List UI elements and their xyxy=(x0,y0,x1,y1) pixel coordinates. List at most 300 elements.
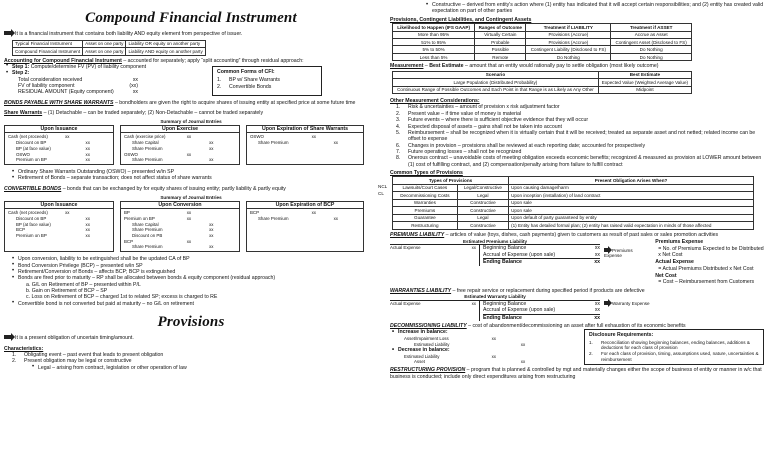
credit-amount: xx xyxy=(85,140,90,146)
sw-paragraph: Share Warrants – (1) Detachable – can be traded separately; (2) Non-Detachable – cannot be traded separately xyxy=(4,109,264,116)
sw-journal-entries xyxy=(4,125,378,165)
account-name: Share Premium xyxy=(258,140,289,146)
list-number: 4. xyxy=(396,123,401,130)
dl-paragraph: DECOMMISSIONING LIABILITY – cost of abandonment/decommissioning an asset after full exhaustion of its economic benefits xyxy=(390,323,686,330)
journal-line xyxy=(250,216,360,222)
list-number: 1. xyxy=(12,351,17,358)
account-entry: Beginning Balance xyxy=(483,301,527,308)
list-item xyxy=(396,130,764,143)
bullet-item: • Upon conversion, liability to be extinguished shall be the updated CA of BP xyxy=(10,256,378,262)
credit-amount: xx xyxy=(333,215,338,221)
pl-paragraph: PREMIUMS LIABILITY – articles of value (toys, dishes, cash payments) given to customers as result of past sales or sales promotion activities xyxy=(390,231,719,238)
list-number: 5. xyxy=(396,129,401,136)
sub-item: a. G/L on Retirement of BP – presented within P/L xyxy=(26,281,141,288)
list-text: Obligating event – past event that leads to present obligation xyxy=(24,351,164,358)
formula-line: Net Cost xyxy=(655,272,677,279)
debit-amount xyxy=(492,359,521,365)
table-row xyxy=(393,53,692,60)
section-title-cfi: Compound Financial Instrument xyxy=(85,10,297,26)
table-cell: Asset on one party xyxy=(83,48,126,55)
ewl-debit xyxy=(390,301,480,321)
table-cell: Constructive xyxy=(457,222,508,229)
table-header: Types of Provisions xyxy=(393,177,509,184)
table-row xyxy=(393,192,754,199)
journal-line xyxy=(250,140,360,146)
table-cell: Upon sale xyxy=(509,199,754,206)
debit-amount: xx xyxy=(65,210,70,216)
pcl-table xyxy=(392,23,692,61)
cb-last-bullet: • Convertible bond is not converted but paid at maturity – no G/L on retirement xyxy=(10,301,378,307)
disclosure-box: Disclosure Requirements: 1. Reconciliation showing beginning balances, ending balances, additions & deductions for each class of provision 2. For each class of provision, timing, assumptions used, nature, uncertainties & reimbursement xyxy=(584,329,764,365)
ctp-wrap xyxy=(378,176,764,229)
list-number: 2. xyxy=(396,110,401,117)
debit-amount: xx xyxy=(186,134,192,140)
journal-column xyxy=(246,201,364,253)
credit-amount: xx xyxy=(209,233,214,239)
table-row xyxy=(393,184,754,191)
journal-heading: Upon Expiration of BCP xyxy=(247,202,363,210)
table-header: Ranges of Outcome xyxy=(475,24,526,31)
wl-paragraph: WARRANTIES LIABILITY – free repair service or replacement during specified period if products are defective xyxy=(390,288,645,295)
credit-amount: xx xyxy=(85,227,90,233)
table-cell: 5% to 50% xyxy=(393,46,475,53)
table-cell: Legal xyxy=(457,192,508,199)
account-name: Estimated Liability xyxy=(404,353,440,359)
left-column xyxy=(4,0,378,466)
formula-line: = Actual Premiums Distributed x Net Cost xyxy=(658,265,754,272)
table-cell: Warranties xyxy=(393,199,458,206)
scenario-table xyxy=(392,71,692,94)
debit-amount: xx xyxy=(186,215,192,221)
table-row xyxy=(393,79,692,86)
journal-column xyxy=(120,201,240,253)
credit-amount: xx xyxy=(520,359,526,365)
credit-amount: xx xyxy=(209,244,214,250)
omc-title: Other Measurement Considerations: xyxy=(390,98,480,105)
bullet-item: • Ordinary Share Warrants Outstanding (OSWO) – presented w/in SP xyxy=(10,169,378,175)
journal-body xyxy=(121,133,239,164)
ctp-table xyxy=(392,176,754,229)
journal-column xyxy=(4,125,114,165)
account-name: Discount on PB xyxy=(132,233,163,239)
formula-line: Actual Expense xyxy=(655,259,694,266)
account-name: Premium on BP xyxy=(124,215,155,221)
list-text: Expected disposal of assets – gains shall not be taken into account xyxy=(408,123,562,130)
account-entry: Ending Balance xyxy=(483,259,522,266)
table-cell: Virtually Certain xyxy=(475,31,526,38)
table-cell: Accrue as Asset xyxy=(611,31,692,38)
table-cell: Midpoint xyxy=(598,86,691,93)
account-amount: xx xyxy=(594,251,600,258)
table-cell: Contingent Liability (Disclosed to FS) xyxy=(526,46,611,53)
table-header-row xyxy=(393,24,692,31)
debit-amount: xx xyxy=(186,151,192,157)
credit-amount: xx xyxy=(333,140,338,146)
list-text: Present value – if time value of money is material xyxy=(408,110,522,117)
pl-row xyxy=(390,239,764,286)
table-cell: Constructive xyxy=(457,199,508,206)
journal-line xyxy=(124,157,236,163)
computation-label: FV of liability component xyxy=(18,82,75,89)
characteristics-title: Characteristics: xyxy=(4,345,44,352)
table-row xyxy=(13,40,206,47)
debit-amount xyxy=(312,140,334,146)
table-cell: Do Nothing xyxy=(611,46,692,53)
arrow-icon xyxy=(4,31,12,35)
table-cell: Upon causing damage/harm xyxy=(509,184,754,191)
table-cell: More than 95% xyxy=(393,31,475,38)
list-item xyxy=(589,340,759,351)
list-number: 3. xyxy=(396,117,401,124)
account-name: OSWO xyxy=(16,151,30,157)
account-name: Cash (net proceeds) xyxy=(8,134,48,140)
list-text: Future events – where there is sufficient objective evidence that they will occur xyxy=(408,117,589,124)
credit-amount: xx xyxy=(209,227,214,233)
credit-amount: xx xyxy=(209,145,214,151)
account-amount: xx xyxy=(471,245,476,251)
journal-column xyxy=(120,125,240,165)
journal-line xyxy=(8,233,110,239)
bullet-item: • Bonds are fired prior to maturity – RP shall be allocated between bonds & equity component (residual approach) xyxy=(10,275,378,281)
list-number: 1. xyxy=(217,77,222,84)
table-cell: Large Population (Distributed Probability) xyxy=(393,79,599,86)
debit-amount xyxy=(187,244,209,250)
account-name: BP xyxy=(124,210,130,216)
computation-label: Total consideration received xyxy=(18,76,83,83)
account-name: Share Premium xyxy=(132,157,163,163)
table-cell: Provisions (Accrue) xyxy=(526,31,611,38)
computation-label: RESIDUAL AMOUNT (Equity component) xyxy=(18,89,114,96)
table-header-row xyxy=(393,177,754,184)
account-name: Share Premium xyxy=(132,227,163,233)
computation-line xyxy=(18,89,138,95)
debit-amount: xx xyxy=(491,353,496,359)
cfi-definition: It is a financial instrument that contains both liability AND equity element from perspective of issuer. xyxy=(4,31,378,37)
table-row xyxy=(393,214,754,221)
account-name: Discount on BP xyxy=(16,215,47,221)
sub-item: b. Gain on Retirement of BCP – SP xyxy=(26,287,108,294)
account-entry: Actual Expense xyxy=(390,301,421,307)
computation-value: xx xyxy=(132,76,138,83)
credit-amount: xx xyxy=(85,221,90,227)
account-name: OSWO xyxy=(124,151,138,157)
omc-list xyxy=(396,104,764,167)
table-cell: Upon sale xyxy=(509,207,754,214)
table-cell: Probable xyxy=(475,38,526,45)
ewl-credit xyxy=(480,301,600,321)
dl-entries: • Increase in balance: Asset/Impairment Loss xx Estimated Liability xx • Decrease in balance: Estimated Liability xx Asset xx xyxy=(390,329,550,365)
table-header-row xyxy=(393,71,692,78)
table-row xyxy=(393,31,692,38)
steps-list xyxy=(4,64,194,96)
bullet-item: • Bond Conversion Privilege (BCP) – presented w/in SP xyxy=(10,263,378,269)
table-cell: Legal xyxy=(457,214,508,221)
table-cell: Restructuring xyxy=(393,222,458,229)
epl-t-account: Estimated Premiums Liability Actual Expense xx Beginning Balance xx Accrual of Expense (upon sale) xx Ending Balance xx xyxy=(390,238,600,266)
sw-bullets xyxy=(10,169,378,182)
list-number: 2. xyxy=(217,83,222,90)
arrow-icon xyxy=(604,248,609,252)
characteristics-list xyxy=(12,352,378,365)
disclosure-list xyxy=(589,340,759,362)
list-number: 1. xyxy=(396,104,401,111)
cfi-forms-list xyxy=(217,77,317,90)
list-text: Convertible Bonds xyxy=(229,83,272,90)
cb-bullets xyxy=(10,256,378,281)
cl-label: CL xyxy=(378,191,384,197)
account-name: Discount on BP xyxy=(16,140,47,146)
debit-amount: xx xyxy=(186,210,192,216)
wl-row xyxy=(390,294,764,321)
arrow-icon xyxy=(604,301,609,305)
account-entry: Accrual of Expense (upon sale) xyxy=(483,251,556,258)
account-amount: xx xyxy=(594,301,600,308)
dl-row xyxy=(390,329,764,365)
rp-paragraph: RESTRUCTURING PROVISION – program that is planned & controlled by mgt and materially changes either the scope of business of entity or manner in w/c that business is conducted; include only direct expenditures arising from restructuring xyxy=(390,367,762,380)
account-name: BP (at face value) xyxy=(16,221,51,227)
table-row xyxy=(393,46,692,53)
account-amount: xx xyxy=(594,307,600,314)
table-cell: 51% to 95% xyxy=(393,38,475,45)
list-text: BP w/ Share Warrants xyxy=(229,77,281,84)
table-cell: Liability AND equity on another party xyxy=(126,48,205,55)
table-cell: Do Nothing xyxy=(611,53,692,60)
table-header: Treatment if ASSET xyxy=(611,24,692,31)
list-text: Risk & uncertainties – amount of provision x risk adjustment factor xyxy=(408,104,560,111)
list-text: Present obligation may be legal or constructive xyxy=(24,358,132,365)
sw-journal-title: Summary of Journal Entries xyxy=(160,119,222,125)
cb-journal-title: Summary of Journal Entries xyxy=(160,195,222,201)
epl-credit xyxy=(480,245,600,265)
table-row xyxy=(13,48,206,55)
journal-column xyxy=(4,201,114,253)
credit-amount: xx xyxy=(209,157,214,163)
credit-amount: xx xyxy=(85,157,90,163)
account-entry: Beginning Balance xyxy=(483,245,527,252)
table-cell: Continuous Range of Possible Outcomes and Each Point in that Range is as Likely as Any Other xyxy=(393,86,599,93)
provisions-definition: It is a present obligation of uncertain timing/amount. xyxy=(4,335,378,341)
account-name: Share Premium xyxy=(258,215,289,221)
account-amount: xx xyxy=(594,259,600,266)
list-text: Reimbursement – shall be recognized when it is virtually certain that it will be received; treated as separate asset and not netted; related income can be offset to expense xyxy=(408,129,756,143)
journal-line xyxy=(124,244,236,250)
journal-heading: Upon Expiration of Share Warrants xyxy=(247,126,363,134)
epl-debit xyxy=(390,245,480,265)
debit-amount xyxy=(65,157,85,163)
table-cell: Constructive xyxy=(457,207,508,214)
table-cell: Do Nothing xyxy=(526,53,611,60)
cb-sub-items xyxy=(26,282,378,301)
bpsw-paragraph: BONDS PAYABLE WITH SHARE WARRANTS – bondholders are given the right to acquire shares of issuing entity at specified price at some future time xyxy=(4,99,356,106)
account-name: OSWO xyxy=(250,134,264,140)
formula-line: = No. of Premiums Expected to be Distributed x Net Cost xyxy=(658,245,764,259)
journal-heading: Upon Exercise xyxy=(121,126,239,134)
table-cell: Expected Value (Weighted Average Value) xyxy=(598,79,691,86)
journal-line xyxy=(8,157,110,163)
table-cell: Premiums xyxy=(393,207,458,214)
credit-amount: xx xyxy=(209,140,214,146)
table-cell: Remote xyxy=(475,53,526,60)
account-name: Asset/Impairment Loss xyxy=(404,335,449,341)
sub-item: c. Loss on Retirement of BCP – charged 1st to related SP; excess is charged to RE xyxy=(26,294,218,301)
table-header: Treatment if LIABILITY xyxy=(526,24,611,31)
credit-amount: xx xyxy=(85,215,90,221)
list-number: 2. xyxy=(12,358,17,365)
table-cell: Liability OR equity on another party xyxy=(126,40,205,47)
table-cell: Lawsuits/Court Cases xyxy=(393,184,458,191)
debit-amount: xx xyxy=(311,134,316,140)
table-row xyxy=(393,199,754,206)
account-name: Estimated Liability xyxy=(414,341,450,347)
account-entry: Accrual of Expense (upon sale) xyxy=(483,307,556,314)
account-amount: xx xyxy=(594,314,600,321)
debit-amount: xx xyxy=(491,335,496,341)
residual-computation xyxy=(18,77,138,96)
cfi-forms-box: Common Forms of CFI: 1. BP w/ Share Warrants 2. Convertible Bonds xyxy=(212,66,322,96)
debit-amount xyxy=(187,157,209,163)
computation-value: (xx) xyxy=(129,82,138,89)
journal-line xyxy=(404,359,550,365)
right-column xyxy=(378,0,764,466)
account-name: BCP xyxy=(16,227,26,233)
list-text: Changes in provision – provisions shall be reviewed at each reporting date; accounted for prospectively xyxy=(408,142,646,149)
list-item xyxy=(217,84,317,90)
table-cell: Less than 5% xyxy=(393,53,475,60)
journal-body xyxy=(247,133,363,159)
credit-amount: xx xyxy=(85,151,90,157)
table-cell: Contingent Asset (Disclosed to FS) xyxy=(611,38,692,45)
list-item xyxy=(396,155,764,168)
section-title-provisions: Provisions xyxy=(157,313,225,330)
debit-amount: xx xyxy=(311,210,316,216)
table-cell: (1) Entity has detailed formal plan; (2) entity has raised valid expectation in minds of those affected xyxy=(509,222,754,229)
credit-amount: xx xyxy=(85,233,90,239)
table-header: Present Obligation Arises When? xyxy=(509,177,754,184)
list-number: 8. xyxy=(396,155,401,162)
step-1: • Step 1: Compute/determine FV (PV) of liability component xyxy=(4,64,194,70)
journal-heading: Upon Issuance xyxy=(5,126,113,134)
table-cell: Possible xyxy=(475,46,526,53)
list-text: Onerous contract – unavoidable costs of meeting obligation exceeds economic benefits; recognized & measured as provision at LOWER amount between (1) cost of fulfilling contract, and (2) compensation/penalty arising from failure to fulfill contract xyxy=(408,155,762,168)
cb-journal-entries xyxy=(4,201,378,253)
account-entry: Ending Balance xyxy=(483,314,522,321)
table-cell: Asset on one party xyxy=(83,40,126,47)
journal-body xyxy=(5,133,113,164)
instrument-types-table xyxy=(12,40,206,56)
account-name: Share Premium xyxy=(132,244,163,250)
account-line xyxy=(483,314,600,321)
premiums-formula-box xyxy=(655,239,764,286)
table-row xyxy=(393,86,692,93)
step-2: • Step 2: xyxy=(4,70,194,76)
characteristics-sub: • Legal – arising from contract, legislation or other operation of law xyxy=(30,365,378,371)
formula-line: = Cost – Reimbursement from Customers xyxy=(658,279,755,286)
account-amount: xx xyxy=(471,301,476,307)
increase-entries xyxy=(404,336,550,347)
credit-amount: xx xyxy=(85,145,90,151)
journal-heading: Upon Conversion xyxy=(121,202,239,210)
bullet-item: • Retirement/Conversion of Bonds – affects BCP; BCP is extinguished xyxy=(10,269,378,275)
account-line xyxy=(483,258,600,265)
account-name: BCP xyxy=(250,210,260,216)
table-header: Scenario xyxy=(393,71,599,78)
list-number: 6. xyxy=(396,142,401,149)
table-row xyxy=(393,207,754,214)
list-number: 2. xyxy=(589,350,593,356)
ewl-t-account: Estimated Warranty Liability Actual Expense xx Beginning Balance xx Accrual of Expense (upon sale) xx Ending Balance xx xyxy=(390,294,600,321)
journal-column xyxy=(246,125,364,165)
decrease-entries xyxy=(404,354,550,365)
table-cell: Upon default of party guaranteed by entity xyxy=(509,214,754,221)
table-cell: Compound Financial Instrument xyxy=(13,48,83,55)
debit-amount xyxy=(312,216,334,222)
warranty-expense-label: Warranty Expense xyxy=(604,301,650,321)
credit-amount: xx xyxy=(209,221,214,227)
account-name: Asset xyxy=(414,359,425,365)
steps-row xyxy=(4,64,378,96)
list-item xyxy=(589,351,759,362)
account-name: Cash (exercise price) xyxy=(124,134,166,140)
debit-amount: xx xyxy=(186,238,192,244)
account-name: BCP xyxy=(124,238,134,244)
account-name: Premium on BP xyxy=(16,233,47,239)
premiums-expense-label: Premiums Expense xyxy=(604,247,633,259)
list-text: Reconciliation showing beginning balances, ending balances, additions & deductions for each class of provision xyxy=(601,339,750,351)
list-text: Future operating losses – shall not be recognized xyxy=(408,148,522,155)
arrow-icon xyxy=(4,335,12,339)
account-name: Share Capital xyxy=(132,221,159,227)
account-amount: xx xyxy=(594,245,600,252)
journal-body xyxy=(247,209,363,235)
formula-line: Premiums Expense xyxy=(655,238,704,245)
table-cell: Upon inception (installation) of land contract xyxy=(509,192,754,199)
debit-amount: xx xyxy=(65,134,70,140)
list-text: For each class of provision, timing, assumptions used, nature, uncertainties & reimbursement xyxy=(601,350,759,362)
account-name: Share Premium xyxy=(132,145,163,151)
table-cell: Decommissioning Costs xyxy=(393,192,458,199)
journal-body xyxy=(121,209,239,251)
table-cell: Typical Financial Instrument xyxy=(13,40,83,47)
table-header: Best Estimate xyxy=(598,71,691,78)
ctp-title: Common Types of Provisions xyxy=(390,169,463,176)
pcl-title: Provisions, Contingent Liabilities, and Contingent Assets xyxy=(390,16,532,23)
journal-heading: Upon Issuance xyxy=(5,202,113,210)
table-header: Likelihood to Happen (IFS GAAP) xyxy=(393,24,475,31)
table-cell: Legal/Constructive xyxy=(457,184,508,191)
debit-amount xyxy=(65,233,85,239)
measurement-paragraph: Measurement – Best Estimate – amount that an entity would rationally pay to settle obligation (most likely outcome) xyxy=(390,63,659,70)
list-number: 1. xyxy=(589,339,593,345)
account-name: BP (at face value) xyxy=(16,145,51,151)
credit-amount: xx xyxy=(520,341,526,347)
account-name: Premium on BP xyxy=(16,157,47,163)
table-row xyxy=(393,222,754,229)
constructive-bullet: • Constructive – derived from entity's action where (1) entity has indicated that it will accept certain responsibilities; and (2) entity has created valid expectation on part of other parties xyxy=(424,2,764,15)
cb-paragraph: CONVERTIBLE BONDS – bonds that can be exchanged by for equity shares of issuing entity; partly liability & partly equity xyxy=(4,185,286,192)
accounting-paragraph: Accounting for Compound Financial Instrument – accounted for separately; apply “split accounting” through residual approach: xyxy=(4,57,304,64)
account-name: Share Capital xyxy=(132,140,159,146)
table-row xyxy=(393,38,692,45)
account-name: Cash (net proceeds) xyxy=(8,210,48,216)
computation-value: xx xyxy=(132,89,138,96)
ncl-label: NCL xyxy=(378,184,388,190)
account-entry: Actual Expense xyxy=(390,245,421,251)
table-cell: Provisions (Accrue) xyxy=(526,38,611,45)
table-cell: Guarantee xyxy=(393,214,458,221)
list-number: 7. xyxy=(396,148,401,155)
bullet-item: • Retirement of Bonds – separate transaction; does not affect status of share warrants xyxy=(10,175,378,181)
journal-body xyxy=(5,209,113,240)
